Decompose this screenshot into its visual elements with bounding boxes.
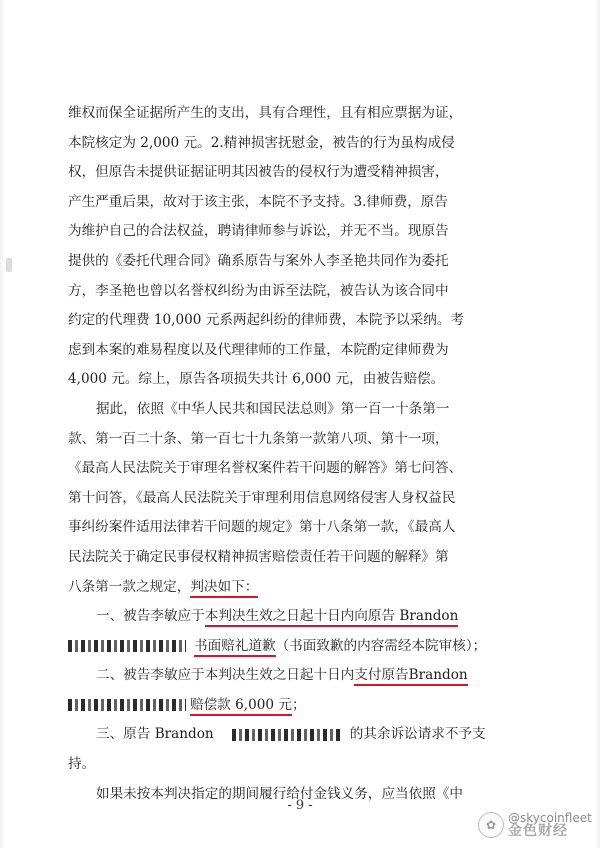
text-line: 权，但原告未提供证据证明其因被告的侵权行为遭受精神损害，	[68, 164, 449, 181]
text-line: 为维护自己的合法权益，聘请律师参与诉讼，并无不当。现原告	[68, 223, 449, 240]
text-span: 三、原告 Brandon	[96, 726, 214, 743]
text-line: 提供的《委托代理合同》确系原告与案外人李圣艳共同作为委托	[68, 252, 449, 269]
page-number: - 9 -	[287, 798, 313, 813]
verdict-item-1-continued	[68, 632, 530, 662]
text-line: 虑到本案的难易程度以及代理律师的工作量，本院酌定律师费为	[68, 341, 449, 358]
text-span: （书面致歉的内容需经本院审核）；	[275, 637, 487, 654]
text-line: 4,000 元。综上，原告各项损失共计 6,000 元，由被告赔偿。	[68, 371, 445, 388]
punch-hole-mark	[6, 258, 12, 272]
text-span: ；	[291, 696, 306, 713]
text-line: 《最高人民法院关于审理名誉权案件若干问题的解答》第七问答、	[68, 460, 463, 477]
underlined-apology-deadline: 本判决生效之日起十日内向原告 Brandon	[205, 608, 459, 627]
text-line: 本院核定为 2,000 元。2.精神损害抚慰金，被告的行为虽构成侵	[68, 134, 455, 151]
text-line: 款、第一百二十条、第一百七十九条第一款第八项、第十一项，	[68, 430, 449, 447]
judgment-text	[68, 99, 530, 809]
text-line: 产生严重后果，故对于该主张，本院不予支持。3.律师费，原告	[68, 193, 448, 210]
text-span: 一、被告李敏应于	[96, 608, 205, 625]
text-line: 方，李圣艳也曾以名誉权纠纷为由诉至法院，被告认为该合同中	[68, 282, 449, 299]
text-line: 民法院关于确定民事侵权精神损害赔偿责任若干问题的解释》第	[68, 548, 449, 565]
underlined-verdict-heading: 判决如下：	[190, 579, 258, 598]
text-line: 维权而保全证据所产生的支出，具有合理性，且有相应票据为证，	[68, 105, 463, 121]
text-line: 据此，依照《中华人民共和国民法总则》第一百一十条第一	[96, 400, 450, 417]
text-line: 约定的代理费 10,000 元系两起纠纷的律师费，本院予以采纳。考	[68, 312, 465, 329]
verdict-item-2	[68, 661, 530, 691]
redacted-name-mask	[232, 729, 342, 741]
underlined-compensation-amount: 赔偿款 6,000 元	[190, 697, 292, 716]
watermark	[478, 808, 596, 842]
underlined-payment-clause: 支付原告Brandon	[354, 667, 467, 686]
verdict-item-3	[68, 720, 530, 750]
verdict-item-2-continued	[68, 691, 530, 721]
redacted-name-mask	[68, 699, 186, 711]
wechat-logo-icon: ✿	[478, 812, 504, 838]
verdict-item-3-continued: 持。	[68, 756, 96, 773]
watermark-brand: 金色财经	[508, 823, 568, 839]
text-span: 二、被告李敏应于本判决生效之日起十日内	[96, 667, 355, 684]
redacted-name-mask	[68, 640, 186, 652]
text-span: 八条第一款之规定，	[68, 578, 191, 595]
text-span: 的其余诉讼请求不予支	[349, 726, 486, 743]
verdict-item-1	[68, 602, 530, 632]
watermark-handle: @skycoinfleet	[508, 811, 592, 825]
verdict-heading-line	[68, 573, 530, 603]
text-line: 第十问答，《最高人民法院关于审理利用信息网络侵害人身权益民	[68, 489, 456, 506]
text-line: 事纠纷案件适用法律若干问题的规定》第十八条第一款，《最高人	[68, 519, 456, 536]
final-text-line: 如果未按本判决指定的期间履行给付金钱义务，应当依照《中	[96, 785, 464, 802]
underlined-written-apology: 书面赔礼道歉	[194, 638, 276, 657]
